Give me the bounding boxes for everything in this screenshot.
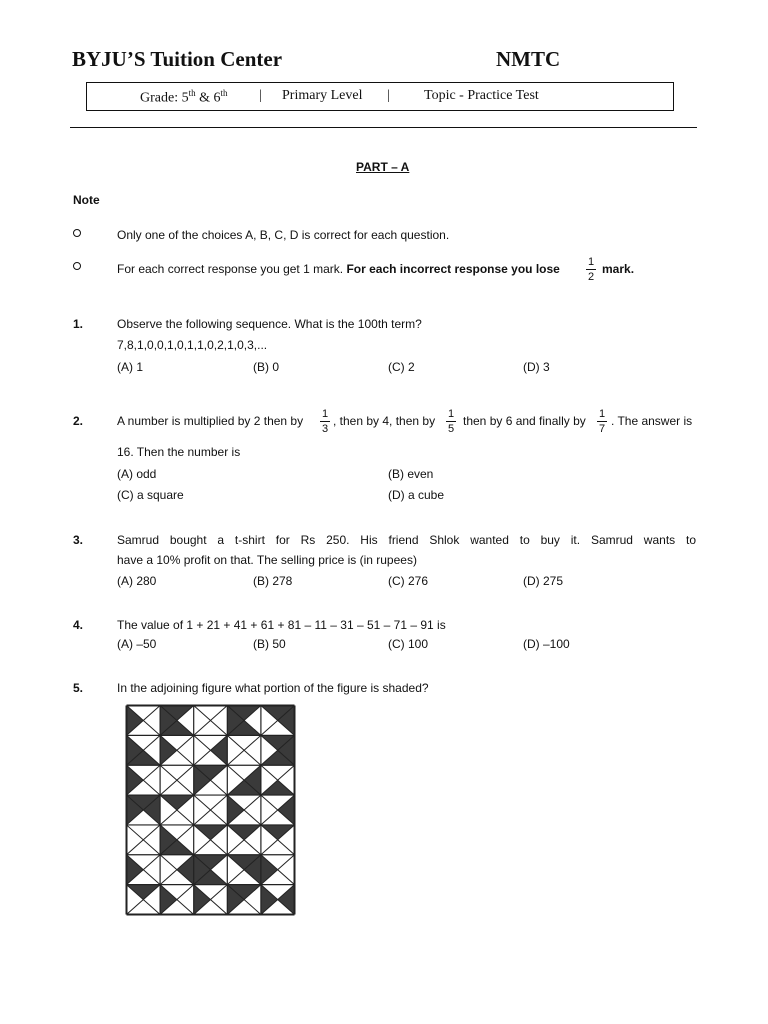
question-text: The value of 1 + 21 + 41 + 61 + 81 – 11 – 31 – 51 – 71 – 91 is bbox=[117, 618, 446, 632]
shaded-triangle bbox=[227, 795, 244, 825]
option-a: (A) –50 bbox=[117, 637, 157, 651]
question-number: 2. bbox=[73, 414, 84, 428]
shaded-triangle bbox=[160, 735, 177, 765]
shaded-triangle bbox=[194, 825, 228, 840]
header-rule bbox=[70, 127, 697, 128]
question-text: Observe the following sequence. What is the 100th term? bbox=[117, 317, 422, 331]
info-box bbox=[86, 82, 674, 111]
option-d: (D) 3 bbox=[523, 360, 550, 374]
question-text: Samrud bought a t-shirt for Rs 250. His friend Shlok wanted to buy it. Samrud wants to bbox=[117, 533, 696, 547]
bullet-icon bbox=[73, 229, 81, 237]
option-d: (D) a cube bbox=[388, 488, 445, 502]
option-c: (C) 100 bbox=[388, 637, 429, 651]
shaded-triangle bbox=[127, 706, 144, 736]
bullet-icon bbox=[73, 262, 81, 270]
exam-name: NMTC bbox=[496, 47, 561, 71]
shaded-triangle bbox=[278, 795, 295, 825]
question-text-part: . The answer is bbox=[611, 414, 693, 428]
option-a: (A) 1 bbox=[117, 360, 144, 374]
option-a: (A) 280 bbox=[117, 574, 157, 588]
option-d: (D) 275 bbox=[523, 574, 564, 588]
fraction-one-seventh: 1 7 bbox=[598, 408, 606, 435]
shaded-triangle bbox=[127, 855, 144, 885]
note-line-2-end: mark. bbox=[602, 262, 635, 276]
topic-label: Topic - Practice Test bbox=[424, 88, 539, 103]
question-number: 3. bbox=[73, 533, 84, 547]
option-c: (C) 2 bbox=[388, 360, 415, 374]
option-b: (B) 0 bbox=[253, 360, 280, 374]
question-text: In the adjoining figure what portion of the figure is shaded? bbox=[117, 681, 429, 695]
separator: | bbox=[259, 88, 262, 103]
option-c: (C) a square bbox=[117, 488, 184, 502]
question-number: 5. bbox=[73, 681, 84, 695]
shaded-triangle bbox=[177, 855, 194, 885]
shaded-triangle bbox=[261, 885, 278, 915]
option-d: (D) –100 bbox=[523, 637, 570, 651]
shaded-triangle bbox=[227, 825, 261, 840]
question-text-part: A number is multiplied by 2 then by bbox=[117, 414, 304, 428]
shaded-triangle bbox=[194, 885, 211, 915]
note-line-2: For each correct response you get 1 mark. For each incorrect response you lose bbox=[117, 262, 560, 276]
question-text: 16. Then the number is bbox=[117, 445, 241, 459]
fraction-one-third: 1 3 bbox=[321, 408, 329, 435]
question-number: 4. bbox=[73, 618, 84, 632]
part-heading: PART – A bbox=[356, 160, 410, 174]
shaded-triangle bbox=[160, 885, 177, 915]
fraction-half: 1 2 bbox=[587, 256, 595, 283]
shaded-triangle bbox=[278, 885, 295, 915]
question-text-part: then by 6 and finally by bbox=[463, 414, 586, 428]
note-heading: Note bbox=[73, 193, 100, 207]
option-b: (B) 50 bbox=[253, 637, 286, 651]
shaded-triangle bbox=[261, 825, 295, 840]
shaded-triangle bbox=[160, 795, 194, 810]
shaded-triangle bbox=[127, 885, 161, 900]
question-text: have a 10% profit on that. The selling price is (in rupees) bbox=[117, 553, 417, 567]
question-sequence: 7,8,1,0,0,1,0,1,1,0,2,1,0,3,... bbox=[117, 338, 268, 352]
shaded-triangle bbox=[211, 735, 228, 765]
grade-label: Grade: 5th & 6th bbox=[140, 88, 228, 106]
option-b: (B) 278 bbox=[253, 574, 293, 588]
fraction-one-fifth: 1 5 bbox=[447, 408, 455, 435]
option-c: (C) 276 bbox=[388, 574, 429, 588]
question-number: 1. bbox=[73, 317, 84, 331]
shaded-triangle bbox=[261, 855, 278, 885]
shaded-square-figure bbox=[125, 704, 296, 916]
separator: | bbox=[387, 88, 390, 103]
option-b: (B) even bbox=[388, 467, 434, 481]
question-text-part: , then by 4, then by bbox=[333, 414, 436, 428]
shaded-triangle bbox=[127, 765, 144, 795]
note-line-1: Only one of the choices A, B, C, D is correct for each question. bbox=[117, 228, 450, 242]
shaded-triangle bbox=[261, 780, 295, 795]
option-a: (A) odd bbox=[117, 467, 157, 481]
center-name: BYJU’S Tuition Center bbox=[72, 47, 283, 71]
level-label: Primary Level bbox=[282, 88, 363, 103]
